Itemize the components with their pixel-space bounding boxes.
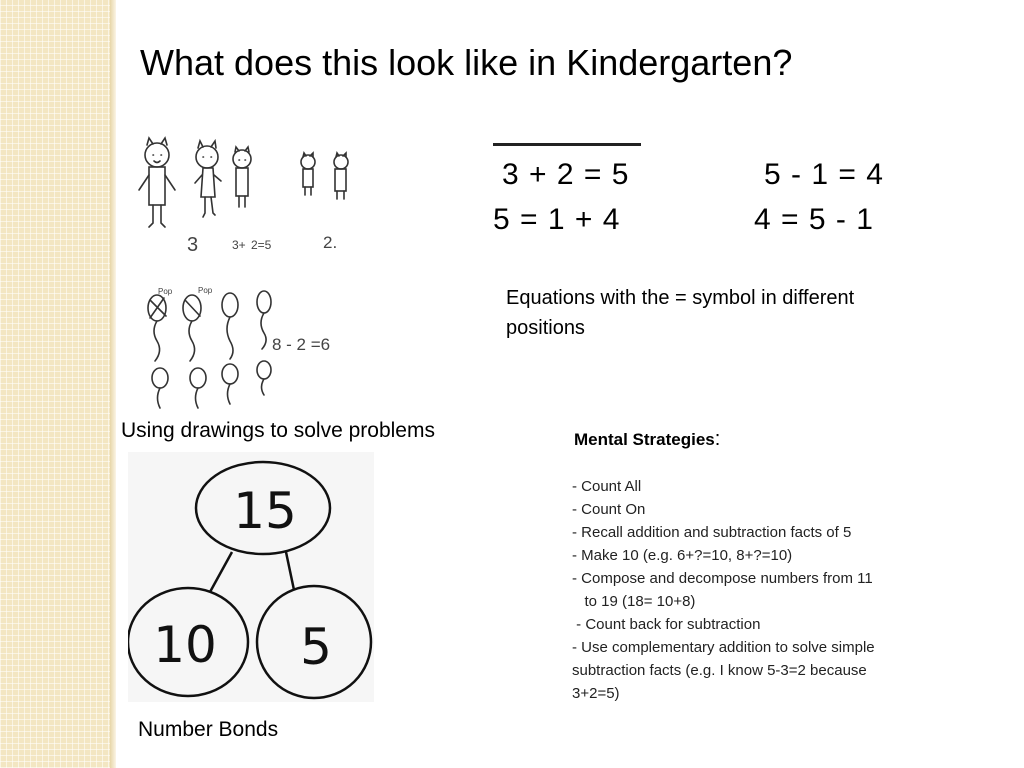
balloon-label: Pop bbox=[158, 287, 173, 296]
list-item: to 19 (18= 10+8) bbox=[572, 593, 696, 610]
list-item: - Compose and decompose numbers from 11 bbox=[572, 570, 873, 587]
number-bond-drawing bbox=[128, 452, 374, 702]
bond-part-number: 5 bbox=[300, 618, 332, 676]
equation: 5 - 1 = 4 bbox=[764, 158, 884, 191]
bond-part-number: 10 bbox=[153, 616, 217, 674]
side-strip-edge bbox=[110, 0, 116, 768]
mental-strategies-heading bbox=[574, 428, 720, 451]
drawing-number: 2=5 bbox=[251, 238, 272, 252]
mental-strategies-list bbox=[572, 475, 932, 705]
list-item: - Recall addition and subtraction facts of 5 bbox=[572, 524, 852, 541]
stick-figure bbox=[334, 153, 348, 199]
list-item: - Count On bbox=[572, 501, 646, 518]
drawing-number: 3+ bbox=[232, 238, 246, 252]
number-bonds-caption: Number Bonds bbox=[138, 718, 279, 741]
equations-caption: Equations with the = symbol in different positions bbox=[506, 287, 855, 339]
equation: 3 + 2 = 5 bbox=[502, 158, 630, 191]
list-item: subtraction facts (e.g. I know 5-3=2 because bbox=[572, 662, 867, 679]
balloon-label: Pop bbox=[198, 286, 213, 295]
list-item: - Count All bbox=[572, 478, 642, 495]
drawing-number: 2. bbox=[323, 233, 338, 252]
equation-rule bbox=[493, 143, 641, 146]
list-item: 3+2=5) bbox=[572, 685, 620, 702]
equation: 4 = 5 - 1 bbox=[754, 203, 874, 236]
stick-figure bbox=[301, 153, 315, 195]
stick-figure bbox=[233, 147, 251, 207]
stick-figure bbox=[139, 138, 175, 227]
decorative-side-strip bbox=[0, 0, 110, 768]
equation: 5 = 1 + 4 bbox=[493, 203, 621, 236]
list-item: - Make 10 (e.g. 6+?=10, 8+?=10) bbox=[572, 547, 793, 564]
drawings-caption: Using drawings to solve problems bbox=[121, 419, 435, 442]
drawing-number: 3 bbox=[187, 234, 199, 256]
heading-colon: : bbox=[714, 428, 721, 450]
drawing-equation: 8 - 2 =6 bbox=[272, 335, 331, 354]
list-item: - Use complementary addition to solve simple bbox=[572, 639, 875, 656]
balloons-drawing bbox=[140, 280, 370, 420]
bond-line bbox=[210, 552, 232, 592]
bond-line bbox=[286, 552, 294, 590]
stick-figures-drawing bbox=[135, 135, 365, 260]
mental-strategies-heading-text: Mental Strategies bbox=[574, 430, 715, 449]
bond-whole-number: 15 bbox=[233, 482, 297, 540]
slide-title: What does this look like in Kindergarten? bbox=[140, 42, 793, 83]
stick-figure bbox=[195, 141, 221, 217]
list-item: - Count back for subtraction bbox=[572, 616, 761, 633]
